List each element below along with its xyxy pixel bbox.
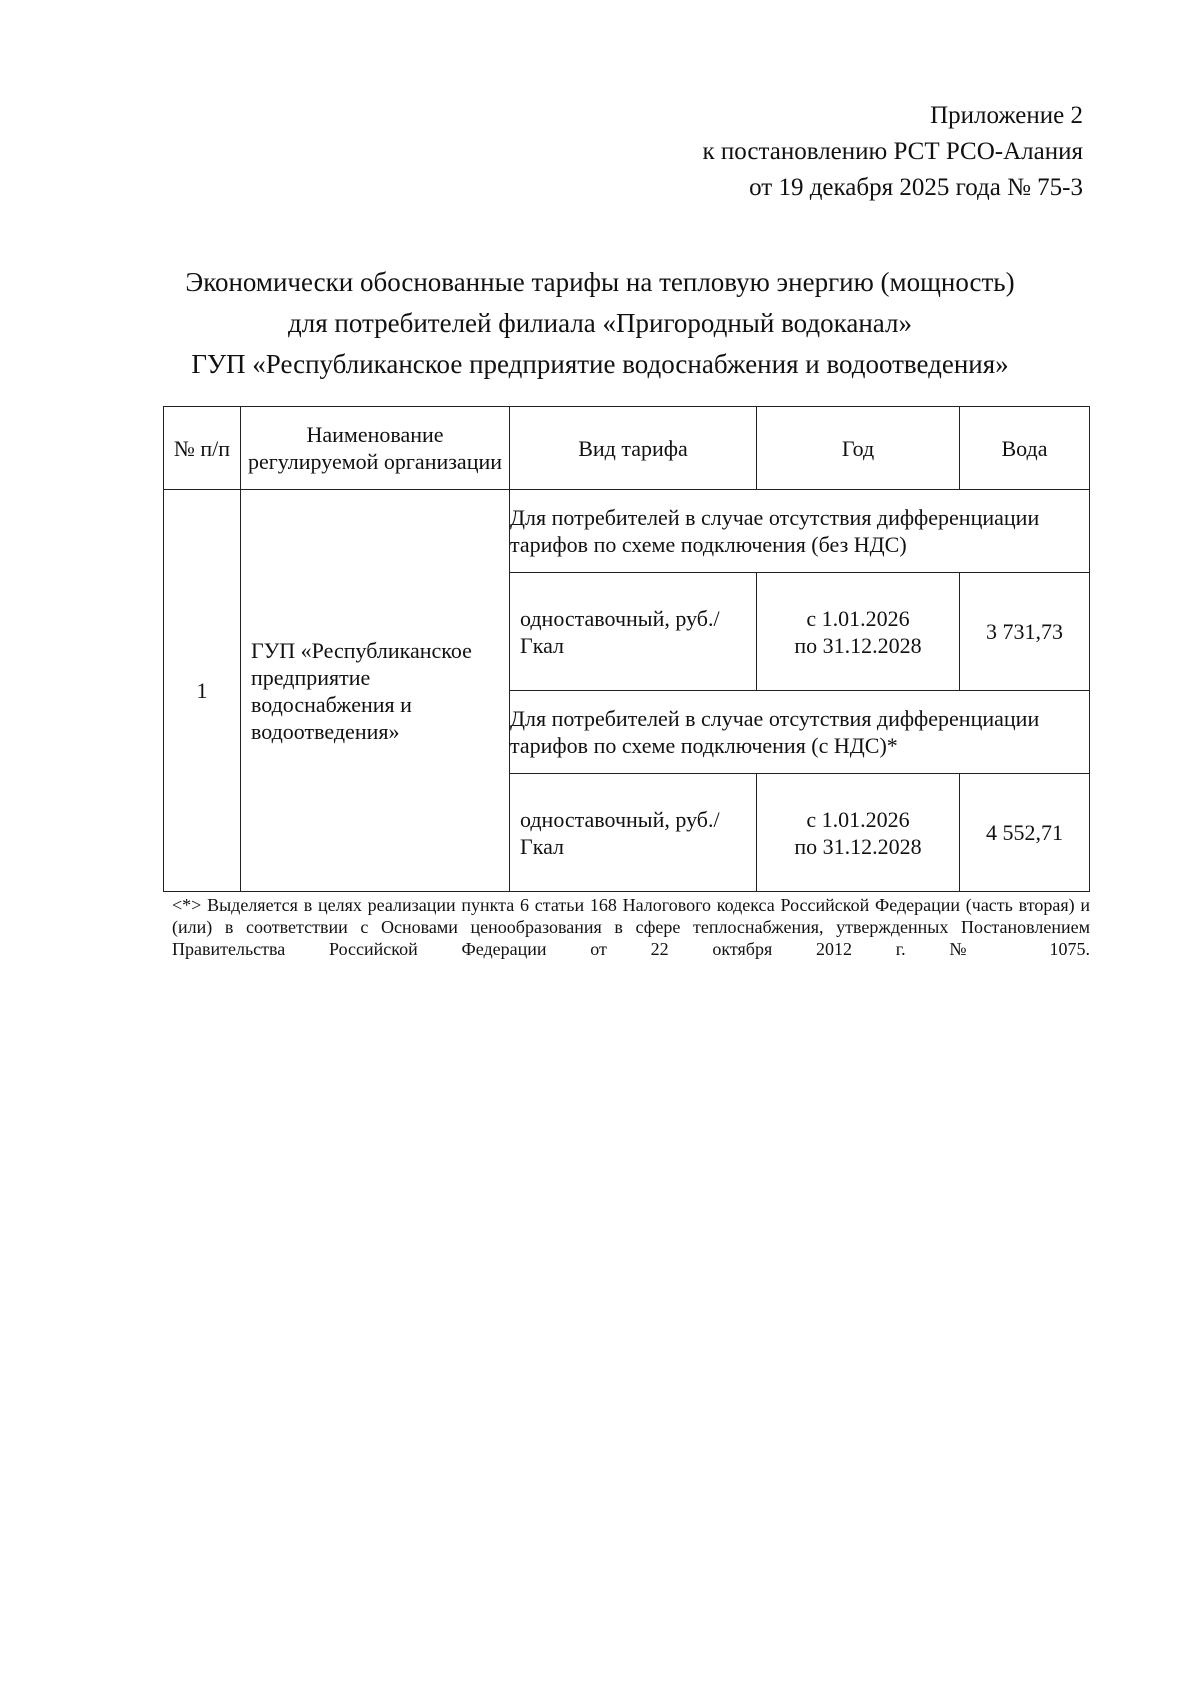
tariff-table [163,406,1090,892]
title-line-2: для потребителей филиала «Пригородный водоканал» [288,308,912,338]
group-caption-1: Для потребителей в случае отсутствия дифференциации тарифов по схеме подключения (без НДС) [510,490,1090,573]
document-title [150,262,1050,385]
header-num: № п/п [164,407,241,490]
annex-line-1: Приложение 2 [930,102,1083,129]
org-cell [241,490,510,892]
header-year: Год [757,407,960,490]
header-org: Наименование регулируемой организации [241,407,510,490]
period-cell-2 [757,774,960,892]
header-water: Вода [960,407,1090,490]
period-from-1: с 1.01.2026 [806,605,910,631]
period-to-1: по 31.12.2028 [794,632,922,658]
row-number: 1 [164,490,241,892]
annex-line-3: от 19 декабря 2025 года № 75-3 [749,174,1083,201]
water-value-2: 4 552,71 [960,774,1090,892]
water-value-1: 3 731,73 [960,573,1090,691]
period-cell-1 [757,573,960,691]
footnote: <*> Выделяется в целях реализации пункта 6 статьи 168 Налогового кодекса Российской Федерации (часть вторая) и (или) в соответствии с Основами ценообразования в сфере теплоснабжения, утвержденных Постановлением Правительства Российской Федерации от 22 октября 2012 г. № 1075. [172,895,1090,959]
tariff-kind-2: одноставочный, руб./Гкал [510,774,757,892]
title-line-3: ГУП «Республиканское предприятие водоснабжения и водоотведения» [191,349,1009,379]
annex-line-2: к постановлению РСТ РСО-Алания [702,138,1083,165]
org-name: ГУП «Республиканское предприятие водоснабжения и водоотведения» [251,637,472,744]
period-from-2: с 1.01.2026 [806,806,910,832]
period-to-2: по 31.12.2028 [794,833,922,859]
annex-block [703,98,1083,206]
title-line-1: Экономически обоснованные тарифы на тепловую энергию (мощность) [185,267,1015,297]
group-caption-2: Для потребителей в случае отсутствия дифференциации тарифов по схеме подключения (с НДС)* [510,691,1090,774]
tariff-kind-1: одноставочный, руб./Гкал [510,573,757,691]
header-kind: Вид тарифа [510,407,757,490]
table-row [164,490,1090,573]
table-header-row [164,407,1090,490]
